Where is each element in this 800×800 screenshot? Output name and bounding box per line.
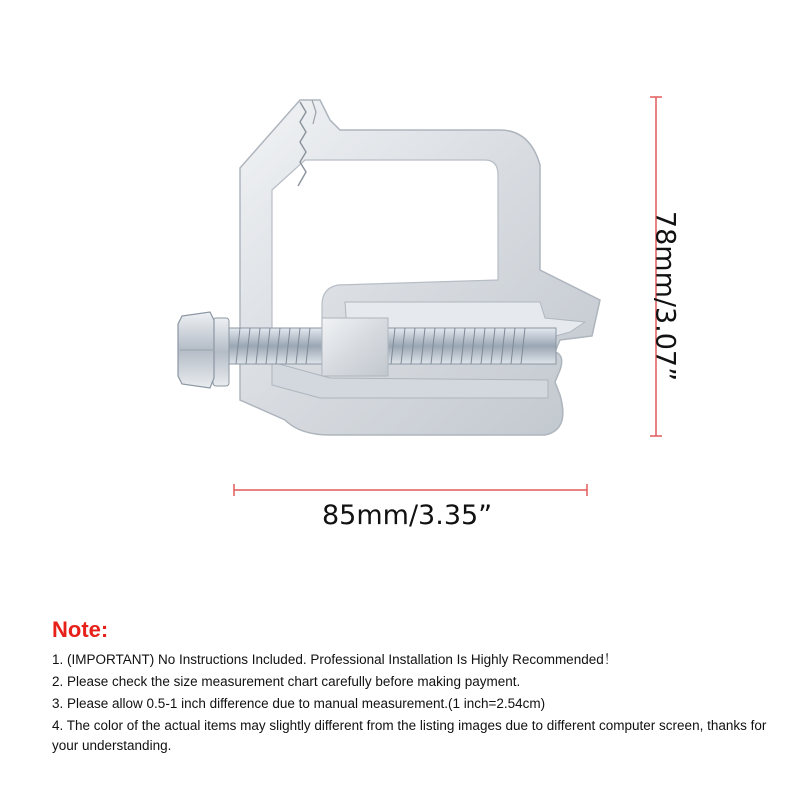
- clamp-image: [240, 100, 600, 435]
- note-item-4: 4. The color of the actual items may slightly different from the listing images due to different computer screen, thanks for your understanding.: [52, 718, 767, 753]
- height-dimension-label: 78mm/3.07”: [649, 210, 681, 382]
- note-item-1: 1. (IMPORTANT) No Instructions Included. Professional Installation Is Highly Recommended！: [52, 652, 618, 667]
- width-dimension-label: 85mm/3.35”: [322, 500, 493, 531]
- note-item-3: 3. Please allow 0.5-1 inch difference due to manual measurement.(1 inch=2.54cm): [52, 696, 546, 711]
- width-dimension-line: [234, 484, 587, 496]
- note-title: Note:: [52, 617, 109, 642]
- note-item-2: 2. Please check the size measurement chart carefully before making payment.: [52, 674, 521, 689]
- note-list: [52, 650, 782, 758]
